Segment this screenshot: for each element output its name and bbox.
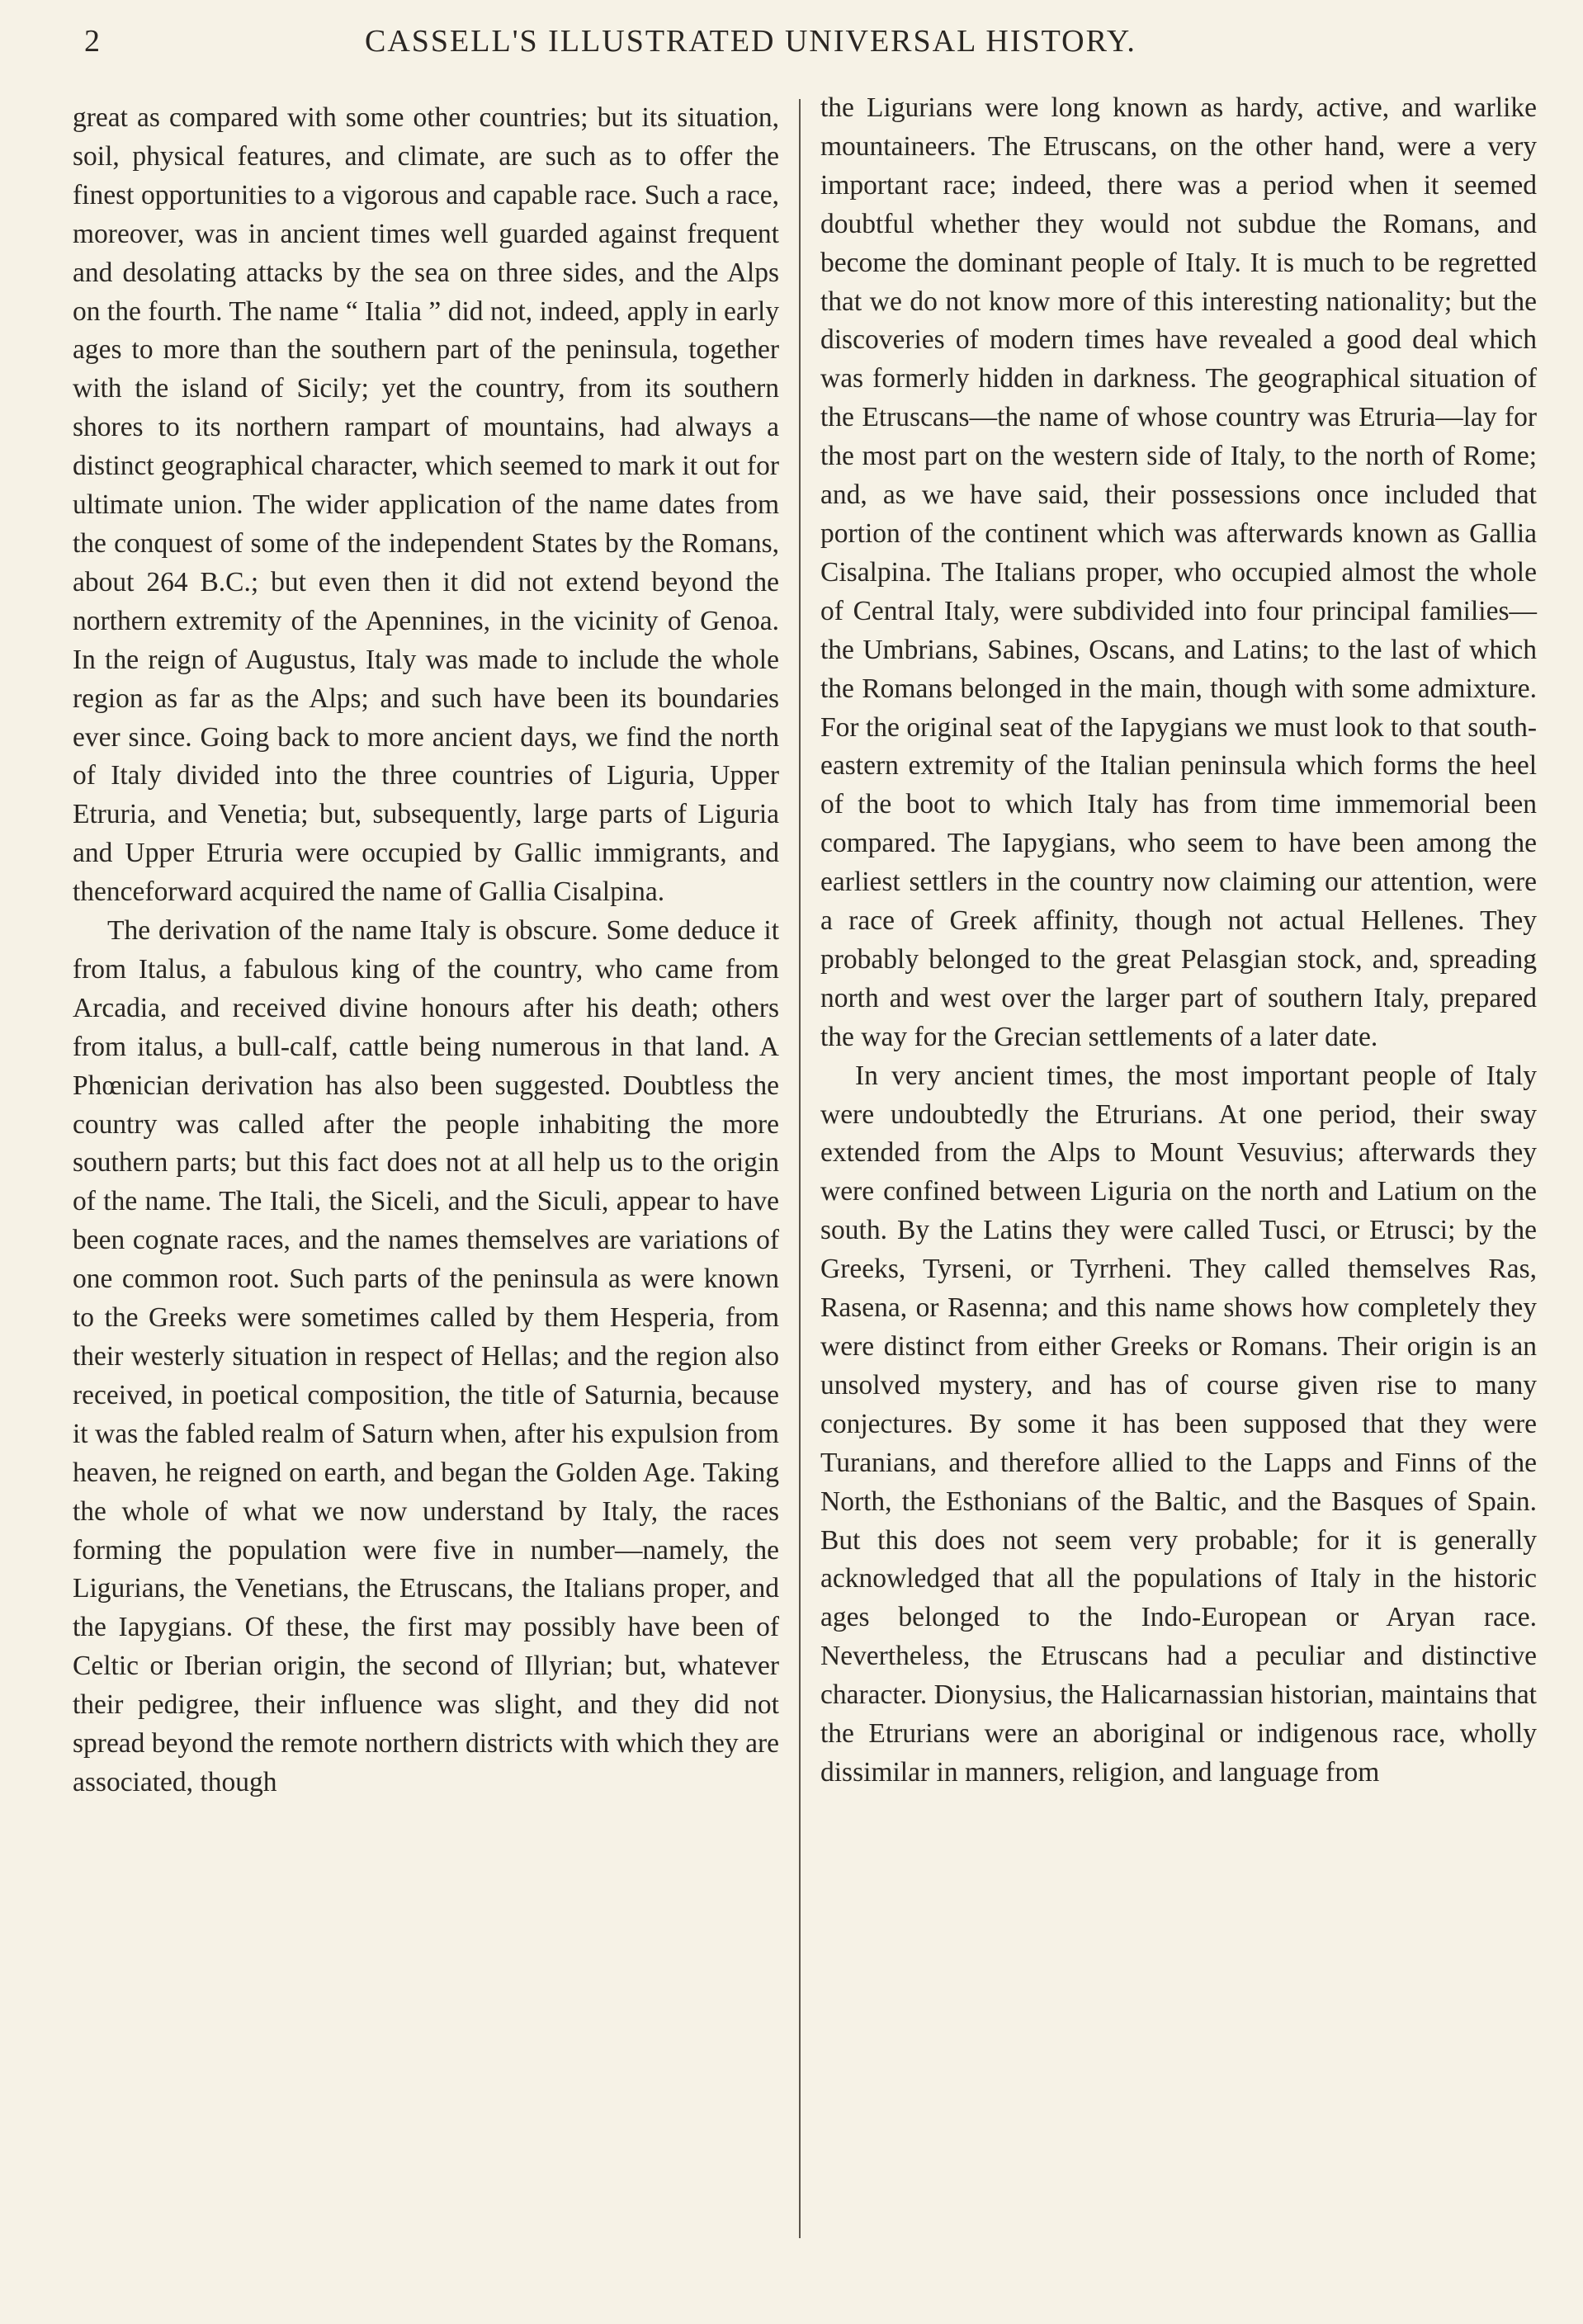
running-title: CASSELL'S ILLUSTRATED UNIVERSAL HISTORY. — [365, 24, 1136, 59]
left-column — [73, 99, 779, 1802]
right-paragraph-2: In very ancient times, the most important people of Italy were undoubtedly the Etrurians. At one period, their sway extended from the Alps to Mount Vesuvius; afterwards they were confined between Liguria on the north and Latium on the south. By the Latins they were called Tusci, or Etrusci; by the Greeks, Tyrseni, or Tyrrheni. They called themselves Ras, Rasena, or Rasenna; and this name shows how completely they were distinct from either Greeks or Romans. Their origin is an unsolved mystery, and has of course given rise to many conjectures. By some it has been supposed that they were Turanians, and therefore allied to the Lapps and Finns of the North, the Esthonians of the Baltic, and the Basques of Spain. But this does not seem very probable; for it is generally acknowledged that all the populations of Italy in the historic ages belonged to the Indo-European or Aryan race. Nevertheless, the Etruscans had a peculiar and distinctive character. Dionysius, the Halicarnassian historian, maintains that the Etrurians were an aboriginal or indigenous race, wholly dissimilar in manners, religion, and language from — [820, 1060, 1537, 1788]
left-paragraph-2: The derivation of the name Italy is obscure. Some deduce it from Italus, a fabulous king of the country, who came from Arcadia, and received divine honours after his death; others from italus, a bull-calf, cattle being numerous in that land. A Phœnician derivation has also been suggested. Doubtless the country was called after the people inhabiting the more southern parts; but this fact does not at all help us to the origin of the name. The Itali, the Siceli, and the Siculi, appear to have been cognate races, and the names themselves are variations of one common root. Such parts of the peninsula as were known to the Greeks were sometimes called by them Hesperia, from their westerly situation in respect of Hellas; and the region also received, in poetical composition, the title of Saturnia, because it was the fabled realm of Saturn when, after his expulsion from heaven, he reigned on earth, and began the Golden Age. Taking the whole of what we now understand by Italy, the races forming the population were five in number—namely, the Ligurians, the Venetians, the Etruscans, the Italians proper, and the Iapygians. Of these, the first may possibly have been of Celtic or Iberian origin, the second of Illyrian; but, whatever their pedigree, their influence was slight, and they did not spread beyond the remote northern districts with which they are associated, though — [73, 915, 779, 1797]
page-number: 2 — [84, 24, 101, 59]
column-divider — [799, 99, 801, 2238]
left-paragraph-1: great as compared with some other countries; but its situation, soil, physical features, and climate, are such as to offer the finest opportunities to a vigorous and capable race. Such a race, moreover, was in ancient times well guarded against frequent and desolating attacks by the sea on three sides, and the Alps on the fourth. The name “ Italia ” did not, indeed, apply in early ages to more than the southern part of the peninsula, together with the island of Sicily; yet the country, from its southern shores to its northern rampart of mountains, had always a distinct geographical character, which seemed to mark it out for ultimate union. The wider application of the name dates from the conquest of some of the independent States by the Romans, about 264 B.C.; but even then it did not extend beyond the northern extremity of the Apennines, in the vicinity of Genoa. In the reign of Augustus, Italy was made to include the whole region as far as the Alps; and such have been its boundaries ever since. Going back to more ancient days, we find the north of Italy divided into the three countries of Liguria, Upper Etruria, and Venetia; but, subsequently, large parts of Liguria and Upper Etruria were occupied by Gallic immigrants, and thenceforward acquired the name of Gallia Cisalpina. — [73, 102, 779, 908]
right-column — [820, 89, 1537, 1793]
page-header — [76, 23, 1248, 73]
right-paragraph-1: the Ligurians were long known as hardy, active, and warlike mountaineers. The Etruscans, on the other hand, were a very important race; indeed, there was a period when it seemed doubtful whether they would not subdue the Romans, and become the dominant people of Italy. It is much to be regretted that we do not know more of this interesting nationality; but the discoveries of modern times have revealed a good deal which was formerly hidden in darkness. The geographical situation of the Etruscans—the name of whose country was Etruria—lay for the most part on the western side of Italy, to the north of Rome; and, as we have said, their possessions once included that portion of the continent which was afterwards known as Gallia Cisalpina. The Italians proper, who occupied almost the whole of Central Italy, were subdivided into four principal families—the Umbrians, Sabines, Oscans, and Latins; to the last of which the Romans belonged in the main, though with some admixture. For the original seat of the Iapygians we must look to that south-eastern extremity of the Italian peninsula which forms the heel of the boot to which Italy has from time immemorial been compared. The Iapygians, who seem to have been among the earliest settlers in the country now claiming our attention, were a race of Greek affinity, though not actual Hellenes. They probably belonged to the great Pelasgian stock, and, spreading north and west over the larger part of southern Italy, prepared the way for the Grecian settlements of a later date. — [820, 92, 1537, 1052]
